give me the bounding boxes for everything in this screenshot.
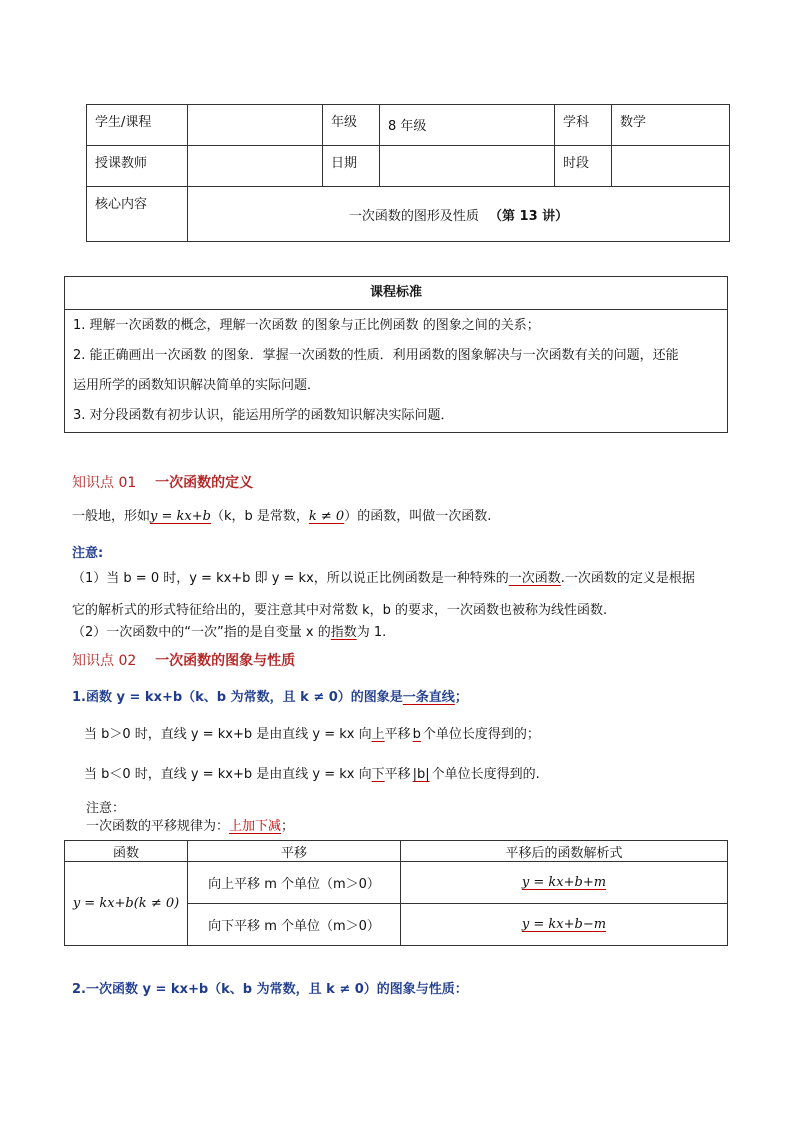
case1-amount: b <box>412 727 421 742</box>
kp1-note2 <box>72 624 386 642</box>
def-post: ）的函数，叫做一次函数. <box>344 509 492 524</box>
row2-shift: 向下平移 m 个单位（m＞0） <box>188 904 401 946</box>
period-label: 时段 <box>555 146 612 187</box>
kp2-sub1 <box>72 686 468 705</box>
case1-mid: 平移 <box>384 727 411 742</box>
core-label: 核心内容 <box>87 187 188 242</box>
kp2-heading <box>72 650 295 670</box>
case1-direction: 上 <box>371 727 385 742</box>
kp2-title: 一次函数的图象与性质 <box>155 653 296 669</box>
grade-value-text: 8 年级 <box>388 119 427 134</box>
subject-value: 数学 <box>612 105 730 146</box>
note2-post: 为 1. <box>356 625 387 640</box>
row1-result-cell <box>401 862 728 904</box>
note2-pre: （2）一次函数中的“一次”指的是自变量 x 的 <box>72 625 331 640</box>
kp1-note1a <box>72 570 695 588</box>
header-shift: 平移 <box>188 841 401 862</box>
standards-title: 课程标准 <box>65 277 727 310</box>
kp2-case2 <box>84 766 540 784</box>
grade-value <box>380 105 555 146</box>
kp2-note-label: 注意： <box>86 801 126 816</box>
core-lesson: （第 13 讲） <box>489 208 569 224</box>
course-standards-box <box>64 276 728 433</box>
case2-mid: 平移 <box>384 767 411 782</box>
case2-amount: |b| <box>412 767 430 782</box>
case2-post: 个单位长度得到的. <box>431 767 540 782</box>
core-value <box>188 187 730 242</box>
teacher-value <box>188 146 323 187</box>
sub1-pre: 1.函数 y = kx+b（k、b 为常数，且 k ≠ 0）的图象是 <box>72 690 403 705</box>
row2-result: y = kx+b−m <box>521 917 607 932</box>
kp1-label: 知识点 01 <box>72 475 137 491</box>
kp1-heading <box>72 472 253 492</box>
case2-direction: 下 <box>371 767 385 782</box>
date-label: 日期 <box>323 146 380 187</box>
def-pre: 一般地，形如 <box>72 509 151 524</box>
case1-pre: 当 b＞0 时，直线 y = kx+b 是由直线 y = kx 向 <box>84 727 372 742</box>
standard-item-1: 1. 理解一次函数的概念，理解一次函数 的图象与正比例函数 的图象之间的关系； <box>73 318 540 333</box>
standard-item-2a: 2. 能正确画出一次函数 的图象．掌握一次函数的性质．利用函数的图象解决与一次函数有关的问题，还能 <box>73 348 679 363</box>
standard-item-3: 3. 对分段函数有初步认识，能运用所学的函数知识解决实际问题． <box>73 408 454 423</box>
rule-post: ； <box>281 819 295 834</box>
case1-post: 个单位长度得到的； <box>422 727 540 742</box>
kp1-note1b: 它的解析式的形式特征给出的，要注意其中对常数 k，b 的要求，一次函数也被称为线性函数. <box>72 603 608 618</box>
sub1-post: ； <box>454 690 468 705</box>
kp2-sub2: 2.一次函数 y = kx+b（k、b 为常数，且 k ≠ 0）的图象与性质： <box>72 982 468 997</box>
row1-shift: 向上平移 m 个单位（m＞0） <box>188 862 401 904</box>
case2-pre: 当 b＜0 时，直线 y = kx+b 是由直线 y = kx 向 <box>84 767 372 782</box>
note1a-link: 一次函数 <box>508 571 561 586</box>
period-value <box>612 146 730 187</box>
note2-link: 指数 <box>330 625 357 640</box>
standard-item-2b: 运用所学的函数知识解决简单的实际问题． <box>73 378 321 393</box>
course-info-table <box>86 104 730 242</box>
subject-label: 学科 <box>555 105 612 146</box>
function-cell: y = kx+b(k ≠ 0) <box>65 862 188 946</box>
core-topic: 一次函数的图形及性质 <box>348 208 479 224</box>
student-label: 学生/课程 <box>87 105 188 146</box>
date-value <box>380 146 555 187</box>
kp2-rule <box>86 818 294 836</box>
header-function: 函数 <box>65 841 188 862</box>
rule-pre: 一次函数的平移规律为： <box>86 819 230 834</box>
translation-table <box>64 840 728 946</box>
row2-result-cell <box>401 904 728 946</box>
grade-label: 年级 <box>323 105 380 146</box>
kp2-case1 <box>84 726 540 744</box>
def-formula: y = kx+b <box>150 509 211 524</box>
note1a-post: .一次函数的定义是根据 <box>560 571 695 586</box>
header-result: 平移后的函数解析式 <box>401 841 728 862</box>
kp2-label: 知识点 02 <box>72 653 137 669</box>
kp1-definition <box>72 508 491 526</box>
def-condition: k ≠ 0 <box>308 509 345 524</box>
row1-result: y = kx+b+m <box>521 875 607 890</box>
def-mid: （k，b 是常数， <box>210 509 309 524</box>
student-value <box>188 105 323 146</box>
sub1-link: 一条直线 <box>402 690 455 705</box>
rule-link: 上加下减 <box>229 819 282 834</box>
kp1-title: 一次函数的定义 <box>155 475 254 491</box>
kp1-note-label: 注意: <box>72 546 104 561</box>
note1a-pre: （1）当 b = 0 时，y = kx+b 即 y = kx，所以说正比例函数是一种特殊的 <box>72 571 509 586</box>
teacher-label: 授课教师 <box>87 146 188 187</box>
